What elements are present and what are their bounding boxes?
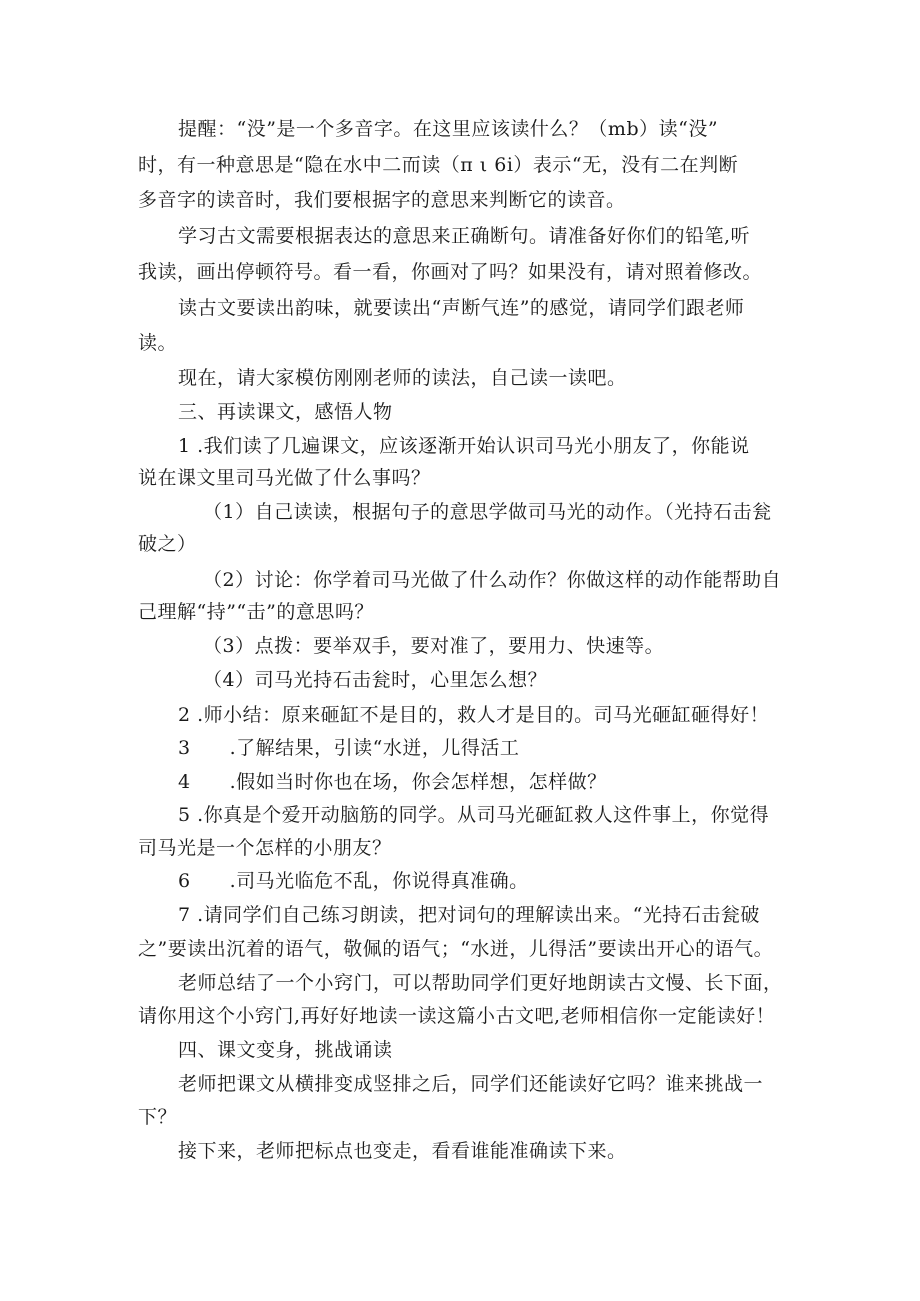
text-line: 司马光是一个怎样的小朋友？ <box>138 837 392 859</box>
text-line: （3）点拨：要举双手，要对准了，要用力、快速等。 <box>203 635 665 657</box>
text-line: （2）讨论：你学着司马光做了什么动作？你做这样的动作能帮助自 <box>203 569 782 591</box>
text-line: 老师总结了一个小窍门，可以帮助同学们更好地朗读古文慢、长下面， <box>178 972 783 994</box>
text-line: 读。 <box>138 332 178 354</box>
text-line: 6 .司马光临危不乱，你说得真准确。 <box>178 870 529 892</box>
text-line: 破之） <box>138 533 197 555</box>
text-line: 下？ <box>138 1106 178 1128</box>
text-line: 提醒：“没”是一个多音字。在这里应该读什么？（mb）读“没” <box>178 118 719 140</box>
text-line: 我读，画出停顿符号。看一看，你画对了吗？如果没有，请对照着修改。 <box>138 261 763 283</box>
text-line: 现在，请大家模仿刚刚老师的读法，自己读一读吧。 <box>178 367 627 389</box>
text-line: 请你用这个小窍门,再好好地读一读这篇小古文吧,老师相信你一定能读好！ <box>138 1005 776 1027</box>
text-line: 时，有一种意思是“隐在水中二而读（π ι 6i）表示“无，没有二在判断 <box>138 154 739 176</box>
text-line: 7 .请同学们自己练习朗读，把对词句的理解读出来。“光持石击瓮破 <box>178 904 760 926</box>
text-line: （1）自己读读，根据句子的意思学做司马光的动作。（光持石击瓮 <box>203 501 772 523</box>
text-line: 3 .了解结果，引读“水迸，儿得活工 <box>178 737 520 759</box>
text-line: 5 .你真是个爱开动脑筋的同学。从司马光砸缸救人这件事上，你觉得 <box>178 804 770 826</box>
text-line: 2 .师小结：原来砸缸不是目的，救人才是目的。司马光砸缸砸得好！ <box>178 704 770 726</box>
text-line: 读古文要读出韵味，就要读出“声断气连”的感觉，请同学们跟老师 <box>178 297 745 319</box>
text-line: 己理解“持”“击”的意思吗？ <box>138 601 374 623</box>
section-heading: 三、再读课文，感悟人物 <box>178 401 393 423</box>
text-line: 接下来，老师把标点也变走，看看谁能准确读下来。 <box>178 1140 627 1162</box>
text-line: （4）司马光持石击瓮时，心里怎么想？ <box>203 669 548 691</box>
section-heading: 四、课文变身，挑战诵读 <box>178 1039 393 1061</box>
text-line: 多音字的读音时，我们要根据字的意思来判断它的读音。 <box>138 189 626 211</box>
text-line: 说在课文里司马光做了什么事吗？ <box>138 467 431 489</box>
text-line: 1 .我们读了几遍课文，应该逐渐开始认识司马光小朋友了，你能说 <box>178 435 750 457</box>
text-line: 老师把课文从横排变成竖排之后，同学们还能读好它吗？谁来挑战一 <box>178 1073 764 1095</box>
text-line: 之”要读出沉着的语气，敬佩的语气；“水迸，儿得活”要读出开心的语气。 <box>138 938 774 960</box>
text-line: 学习古文需要根据表达的意思来正确断句。请准备好你们的铅笔,听 <box>178 225 751 247</box>
text-line: 4 .假如当时你也在场，你会怎样想，怎样做？ <box>178 771 607 793</box>
